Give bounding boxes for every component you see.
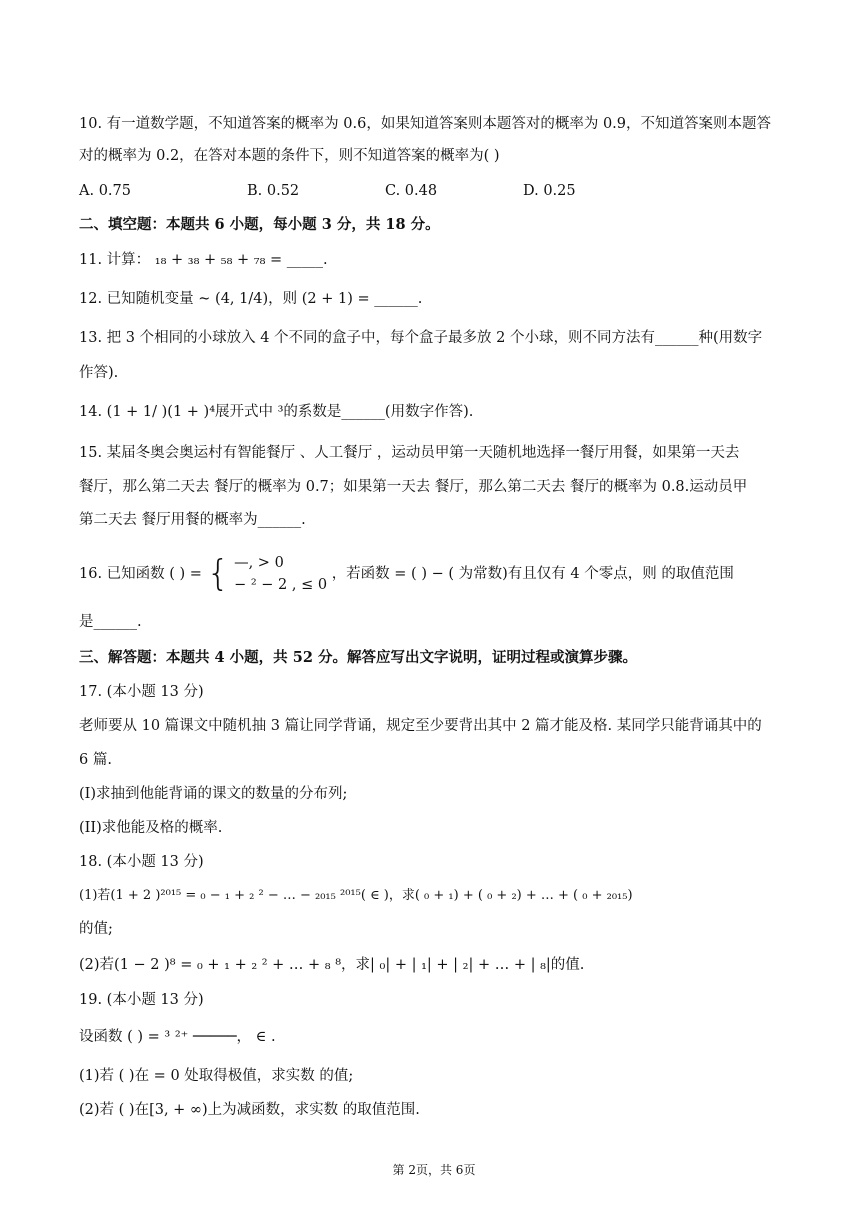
page-footer: 第 2页，共 6页 xyxy=(392,1163,476,1177)
q18-part1: (1)若(1 + 2 )²⁰¹⁵ = ₀ − ₁ + ₂ ² − … − ₂₀₁₅ ²⁰¹⁵( ∈ )，求( ₀ + ₁) + ( ₀ + ₂) + … + ( ₀ + ₂₀₁₅) xyxy=(79,888,633,903)
q13-line1: 13. 把 3 个相同的小球放入 4 个不同的盒子中，每个盒子最多放 2 个小球，则不同方法有______种(用数字 xyxy=(79,330,763,346)
q19-part2: (2)若 ( )在[3, + ∞)上为减函数，求实数 的取值范围. xyxy=(79,1102,420,1118)
q19-part1: (1)若 ( )在 = 0 处取得极值，求实数 的值; xyxy=(79,1068,354,1084)
q11-text: 11. 计算： ₁₈ + ₃₈ + ₅₈ + ₇₈ = _____. xyxy=(79,252,328,268)
q17-part1: (I)求抽到他能背诵的课文的数量的分布列; xyxy=(79,786,348,802)
q13-line2: 作答). xyxy=(79,365,119,381)
q18-title: 18. (本小题 13 分) xyxy=(79,854,204,870)
q17-line2: 6 篇. xyxy=(79,752,112,768)
q10-options xyxy=(79,181,794,201)
q19-def: 设函数 ( ) = ³ ²⁺ ─────， ∈ . xyxy=(79,1029,276,1045)
section-fill-in-heading: 二、填空题：本题共 6 小题，每小题 3 分，共 18 分。 xyxy=(79,216,440,233)
q16-prefix: 16. 已知函数 ( ) = xyxy=(79,566,202,582)
q15-line1: 15. 某届冬奥会奥运村有智能餐厅 、人工餐厅 ，运动员甲第一天随机地选择一餐厅用餐，如果第一天去 xyxy=(79,445,740,461)
q10-option-a: A. 0.75 xyxy=(79,183,131,199)
q17-line1: 老师要从 10 篇课文中随机抽 3 篇让同学背诵，规定至少要背出其中 2 篇才能及格. 某同学只能背诵其中的 xyxy=(79,718,762,734)
q17-part2: (II)求他能及格的概率. xyxy=(79,820,223,836)
q19-title: 19. (本小题 13 分) xyxy=(79,992,204,1008)
q14-text: 14. (1 + 1/ )(1 + )⁴展开式中 ³的系数是______(用数字作答). xyxy=(79,404,474,420)
q16-suffix: ，若函数 = ( ) − ( 为常数)有且仅有 4 个零点，则 的取值范围 xyxy=(331,566,734,582)
q17-title: 17. (本小题 13 分) xyxy=(79,684,204,700)
q10-line2: 对的概率为 0.2，在答对本题的条件下，则不知道答案的概率为( ) xyxy=(79,148,500,164)
q16-case-1: —, > 0 xyxy=(234,555,284,571)
q10-option-b: B. 0.52 xyxy=(247,183,300,199)
q16-line1 xyxy=(79,552,794,596)
q10-option-d: D. 0.25 xyxy=(523,183,576,199)
q10-option-c: C. 0.48 xyxy=(385,183,438,199)
q12-text: 12. 已知随机变量 ~ (4, 1/4)，则 (2 + 1) = ______. xyxy=(79,291,423,307)
q15-line3: 第二天去 餐厅用餐的概率为______. xyxy=(79,512,306,528)
section-solution-heading: 三、解答题：本题共 4 小题，共 52 分。解答应写出文字说明，证明过程或演算步骤。 xyxy=(79,649,637,666)
q15-line2: 餐厅，那么第二天去 餐厅的概率为 0.7；如果第一天去 餐厅，那么第二天去 餐厅的概率为 0.8.运动员甲 xyxy=(79,479,748,495)
q16-line2: 是______. xyxy=(79,614,142,630)
q10-line1: 10. 有一道数学题，不知道答案的概率为 0.6，如果知道答案则本题答对的概率为 0.9，不知道答案则本题答 xyxy=(79,116,772,132)
q16-case-2: − ² − 2 , ≤ 0 xyxy=(234,577,328,593)
q18-part2: (2)若(1 − 2 )⁸ = ₀ + ₁ + ₂ ² + … + ₈ ⁸，求| ₀| + | ₁| + | ₂| + … + | ₈|的值. xyxy=(79,957,585,973)
q16-brace: { xyxy=(206,553,230,594)
q18-part1b: 的值; xyxy=(79,921,113,937)
q16-cases xyxy=(234,552,327,596)
